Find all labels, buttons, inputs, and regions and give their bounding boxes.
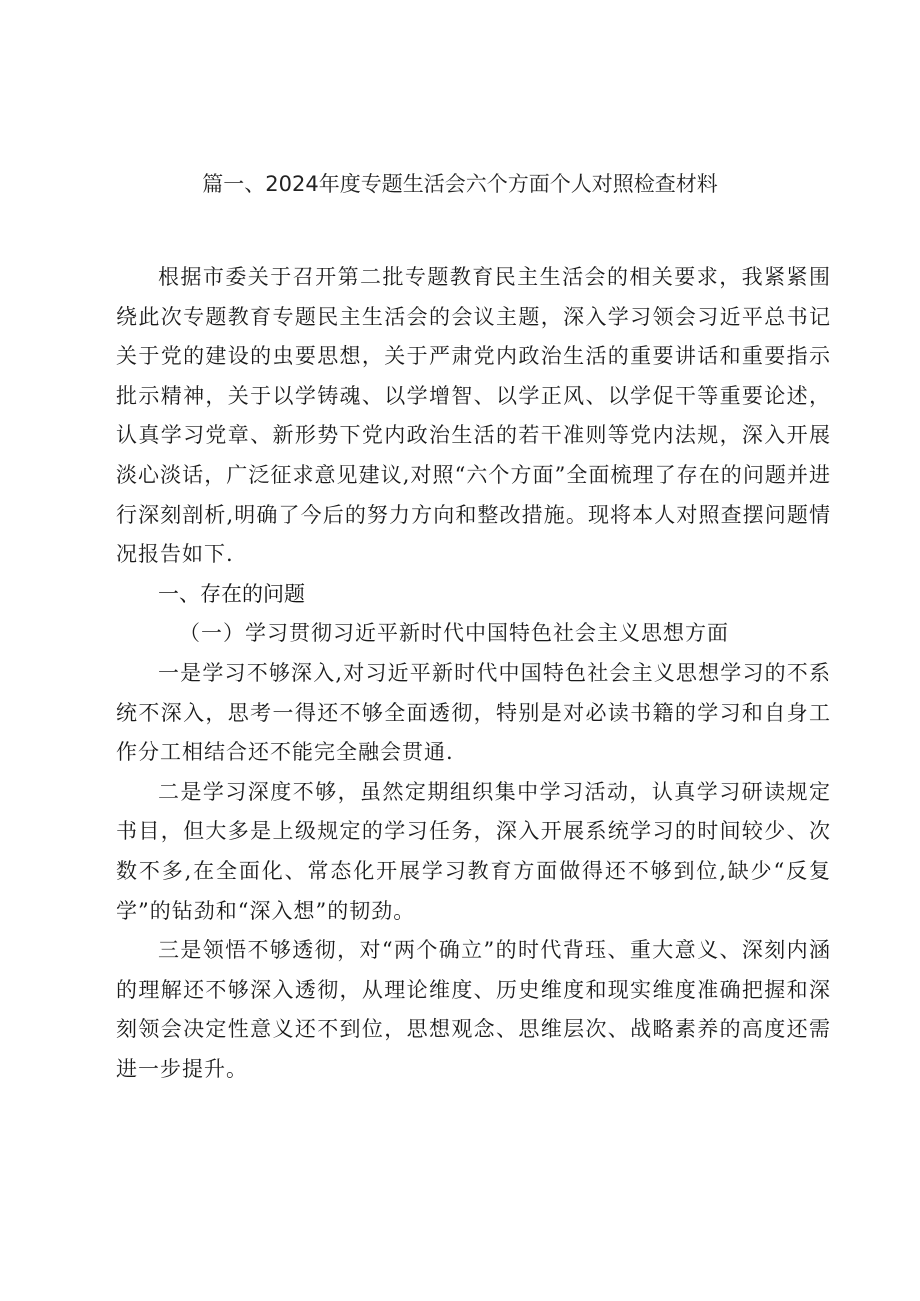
document-title: 篇一、2024年度专题生活会六个方面个人对照检查材料	[202, 172, 718, 196]
body-paragraph-3: 三是领悟不够透彻，对“两个确立”的时代背珏、重大意义、深刻内涵的理解还不够深入透彻，从理论维度、历史维度和现实维度准确把握和深刻领会决定性意义还不到位，思想观念、思维层次、战略素养的高度还需进一步提升。	[116, 938, 831, 1081]
intro-paragraph: 根据市委关于召开第二批专题教育民主生活会的相关要求，我紧紧围绕此次专题教育专题民主生活会的会议主题，深入学习领会习近平总书记关于党的建设的虫要思想，关于严肃党内政治生活的重要讲话和重要指示批示精神，关于以学铸魂、以学增智、以学正风、以学促干等重要论述，认真学习党章、新形势下党内政治生活的若干准则等党内法规，深入开展淡心淡话，广泛征求意见建议,对照“六个方面”全面梳理了存在的问题并进行深刻剖析,明确了今后的努力方向和整改措施。现将本人对照查摆问题情况报告如下.	[116, 265, 831, 567]
section-heading: 一、存在的问题	[158, 581, 305, 606]
body-paragraph-2: 二是学习深度不够，虽然定期组织集中学习活动，认真学习研读规定书目，但大多是上级规定的学习任务，深入开展系统学习的时间较少、次数不多,在全面化、常态化开展学习教育方面做得还不够到位,缺少“反复学”的钻劲和“深入想”的韧劲。	[116, 779, 831, 923]
document-body	[116, 258, 831, 1089]
body-paragraph-1: 一是学习不够深入,对习近平新时代中国特色社会主义思想学习的不系统不深入，思考一得还不够全面透彻，特别是对必读书籍的学习和自身工作分工相结合还不能完全融会贯通.	[116, 660, 831, 765]
subsection-heading: （一）学习贯彻习近平新时代中国特色社会主义思想方面	[179, 621, 729, 646]
